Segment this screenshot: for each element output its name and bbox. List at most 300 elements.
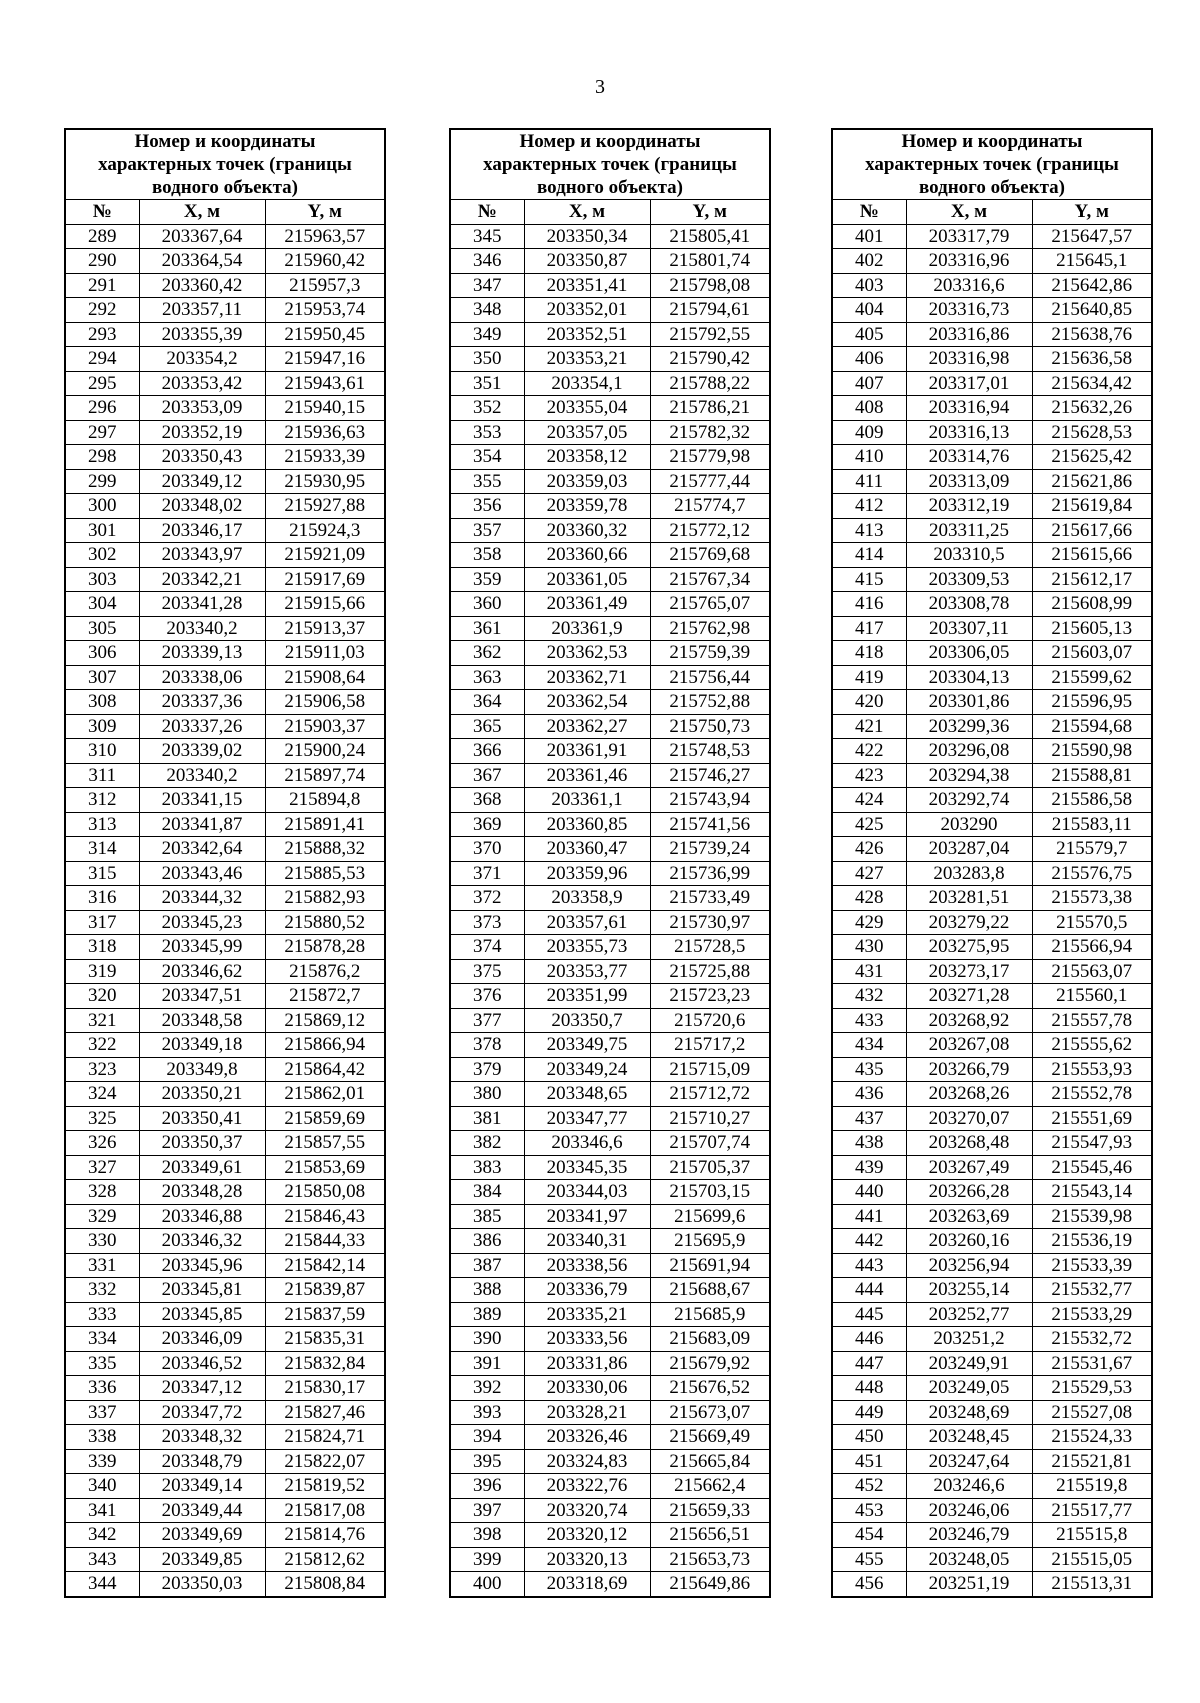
cell-x: 203360,66 (524, 543, 650, 568)
cell-y: 215533,39 (1032, 1253, 1152, 1278)
cell-y: 215930,95 (265, 469, 385, 494)
cell-number: 432 (832, 984, 906, 1009)
table-row (65, 1180, 385, 1205)
cell-y: 215756,44 (650, 665, 770, 690)
cell-x: 203246,79 (906, 1523, 1032, 1548)
table-row (450, 1327, 770, 1352)
cell-number: 385 (450, 1204, 524, 1229)
cell-number: 454 (832, 1523, 906, 1548)
cell-number: 315 (65, 861, 139, 886)
cell-x: 203340,31 (524, 1229, 650, 1254)
table-row (832, 1131, 1152, 1156)
cell-y: 215603,07 (1032, 641, 1152, 666)
cell-y: 215782,32 (650, 420, 770, 445)
cell-x: 203336,79 (524, 1278, 650, 1303)
cell-x: 203357,05 (524, 420, 650, 445)
cell-x: 203304,13 (906, 665, 1032, 690)
cell-x: 203349,75 (524, 1033, 650, 1058)
cell-number: 448 (832, 1376, 906, 1401)
cell-y: 215636,58 (1032, 347, 1152, 372)
cell-x: 203296,08 (906, 739, 1032, 764)
cell-number: 329 (65, 1204, 139, 1229)
cell-number: 439 (832, 1155, 906, 1180)
cell-number: 390 (450, 1327, 524, 1352)
cell-number: 398 (450, 1523, 524, 1548)
cell-number: 303 (65, 567, 139, 592)
table-row (65, 1351, 385, 1376)
cell-x: 203359,78 (524, 494, 650, 519)
table-row (65, 371, 385, 396)
cell-x: 203252,77 (906, 1302, 1032, 1327)
table-row (65, 788, 385, 813)
cell-y: 215814,76 (265, 1523, 385, 1548)
cell-number: 355 (450, 469, 524, 494)
cell-number: 437 (832, 1106, 906, 1131)
table-row (450, 224, 770, 249)
cell-x: 203301,86 (906, 690, 1032, 715)
cell-number: 314 (65, 837, 139, 862)
table-row (832, 1302, 1152, 1327)
cell-number: 433 (832, 1008, 906, 1033)
table-row (65, 1131, 385, 1156)
caption-line: водного объекта) (152, 177, 298, 198)
cell-y: 215570,5 (1032, 910, 1152, 935)
table-row (832, 1547, 1152, 1572)
cell-x: 203251,19 (906, 1572, 1032, 1597)
cell-x: 203361,1 (524, 788, 650, 813)
table-row (450, 1057, 770, 1082)
cell-number: 384 (450, 1180, 524, 1205)
cell-number: 293 (65, 322, 139, 347)
cell-y: 215725,88 (650, 959, 770, 984)
cell-x: 203361,46 (524, 763, 650, 788)
cell-x: 203339,13 (139, 641, 265, 666)
cell-x: 203339,02 (139, 739, 265, 764)
cell-y: 215936,63 (265, 420, 385, 445)
cell-x: 203355,73 (524, 935, 650, 960)
cell-number: 364 (450, 690, 524, 715)
cell-y: 215842,14 (265, 1253, 385, 1278)
table-row (450, 1082, 770, 1107)
table-row (450, 641, 770, 666)
table-row (65, 1204, 385, 1229)
cell-x: 203338,56 (524, 1253, 650, 1278)
cell-number: 356 (450, 494, 524, 519)
cell-x: 203347,12 (139, 1376, 265, 1401)
cell-y: 215515,05 (1032, 1547, 1152, 1572)
cell-y: 215772,12 (650, 518, 770, 543)
table-row (832, 714, 1152, 739)
cell-number: 319 (65, 959, 139, 984)
table-row (450, 420, 770, 445)
cell-x: 203260,16 (906, 1229, 1032, 1254)
cell-x: 203333,56 (524, 1327, 650, 1352)
table-row (65, 714, 385, 739)
cell-y: 215897,74 (265, 763, 385, 788)
cell-number: 347 (450, 273, 524, 298)
table-row (832, 1572, 1152, 1597)
cell-x: 203345,96 (139, 1253, 265, 1278)
cell-y: 215774,7 (650, 494, 770, 519)
cell-y: 215878,28 (265, 935, 385, 960)
cell-x: 203316,94 (906, 396, 1032, 421)
cell-y: 215573,38 (1032, 886, 1152, 911)
cell-number: 411 (832, 469, 906, 494)
cell-x: 203347,51 (139, 984, 265, 1009)
cell-x: 203337,36 (139, 690, 265, 715)
cell-y: 215532,72 (1032, 1327, 1152, 1352)
cell-x: 203346,88 (139, 1204, 265, 1229)
cell-number: 289 (65, 224, 139, 249)
cell-x: 203313,09 (906, 469, 1032, 494)
cell-y: 215579,7 (1032, 837, 1152, 862)
cell-y: 215728,5 (650, 935, 770, 960)
cell-number: 394 (450, 1425, 524, 1450)
cell-number: 304 (65, 592, 139, 617)
cell-x: 203346,62 (139, 959, 265, 984)
cell-y: 215705,37 (650, 1155, 770, 1180)
cell-number: 298 (65, 445, 139, 470)
cell-number: 359 (450, 567, 524, 592)
cell-y: 215933,39 (265, 445, 385, 470)
cell-number: 415 (832, 567, 906, 592)
cell-y: 215653,73 (650, 1547, 770, 1572)
table-row (450, 886, 770, 911)
cell-y: 215524,33 (1032, 1425, 1152, 1450)
cell-y: 215846,43 (265, 1204, 385, 1229)
table-row (450, 788, 770, 813)
cell-number: 331 (65, 1253, 139, 1278)
cell-number: 340 (65, 1474, 139, 1499)
cell-number: 380 (450, 1082, 524, 1107)
table-row (450, 1302, 770, 1327)
cell-y: 215712,72 (650, 1082, 770, 1107)
cell-x: 203283,8 (906, 861, 1032, 886)
table-row (450, 1572, 770, 1597)
cell-number: 338 (65, 1425, 139, 1450)
table-row (832, 273, 1152, 298)
cell-x: 203343,97 (139, 543, 265, 568)
cell-y: 215953,74 (265, 298, 385, 323)
table-row (832, 1498, 1152, 1523)
cell-x: 203255,14 (906, 1278, 1032, 1303)
table-body (65, 224, 385, 1597)
cell-number: 365 (450, 714, 524, 739)
cell-y: 215552,78 (1032, 1082, 1152, 1107)
table-row (832, 445, 1152, 470)
cell-y: 215752,88 (650, 690, 770, 715)
cell-number: 308 (65, 690, 139, 715)
cell-number: 310 (65, 739, 139, 764)
cell-number: 404 (832, 298, 906, 323)
cell-y: 215557,78 (1032, 1008, 1152, 1033)
cell-number: 444 (832, 1278, 906, 1303)
cell-y: 215908,64 (265, 665, 385, 690)
cell-x: 203330,06 (524, 1376, 650, 1401)
cell-number: 320 (65, 984, 139, 1009)
cell-y: 215741,56 (650, 812, 770, 837)
cell-number: 354 (450, 445, 524, 470)
cell-y: 215717,2 (650, 1033, 770, 1058)
cell-number: 452 (832, 1474, 906, 1499)
cell-number: 446 (832, 1327, 906, 1352)
table-row (65, 837, 385, 862)
cell-number: 348 (450, 298, 524, 323)
table-row (450, 469, 770, 494)
cell-number: 455 (832, 1547, 906, 1572)
cell-x: 203347,72 (139, 1400, 265, 1425)
header-x: X, м (906, 200, 1032, 225)
table-row (65, 984, 385, 1009)
cell-x: 203256,94 (906, 1253, 1032, 1278)
cell-y: 215590,98 (1032, 739, 1152, 764)
cell-number: 345 (450, 224, 524, 249)
cell-number: 427 (832, 861, 906, 886)
cell-y: 215566,94 (1032, 935, 1152, 960)
cell-x: 203263,69 (906, 1204, 1032, 1229)
table-row (832, 567, 1152, 592)
table-row (65, 1474, 385, 1499)
table-row (832, 1449, 1152, 1474)
cell-x: 203361,49 (524, 592, 650, 617)
cell-x: 203349,24 (524, 1057, 650, 1082)
cell-x: 203322,76 (524, 1474, 650, 1499)
cell-y: 215519,8 (1032, 1474, 1152, 1499)
cell-x: 203270,07 (906, 1106, 1032, 1131)
table-row (450, 273, 770, 298)
cell-x: 203338,06 (139, 665, 265, 690)
table-row (65, 763, 385, 788)
cell-x: 203248,69 (906, 1400, 1032, 1425)
cell-y: 215765,07 (650, 592, 770, 617)
cell-number: 342 (65, 1523, 139, 1548)
cell-number: 381 (450, 1106, 524, 1131)
caption-line: Номер и координаты (519, 131, 701, 152)
cell-y: 215913,37 (265, 616, 385, 641)
cell-y: 215839,87 (265, 1278, 385, 1303)
table-row (832, 1327, 1152, 1352)
cell-number: 400 (450, 1572, 524, 1597)
cell-number: 290 (65, 249, 139, 274)
cell-number: 313 (65, 812, 139, 837)
cell-number: 436 (832, 1082, 906, 1107)
cell-y: 215844,33 (265, 1229, 385, 1254)
cell-x: 203361,9 (524, 616, 650, 641)
cell-y: 215608,99 (1032, 592, 1152, 617)
cell-x: 203249,91 (906, 1351, 1032, 1376)
cell-y: 215669,49 (650, 1425, 770, 1450)
cell-x: 203281,51 (906, 886, 1032, 911)
cell-y: 215786,21 (650, 396, 770, 421)
table-row (450, 690, 770, 715)
cell-y: 215790,42 (650, 347, 770, 372)
table-row (450, 812, 770, 837)
cell-number: 423 (832, 763, 906, 788)
table-row (450, 1229, 770, 1254)
cell-number: 435 (832, 1057, 906, 1082)
cell-x: 203350,87 (524, 249, 650, 274)
cell-number: 343 (65, 1547, 139, 1572)
cell-y: 215819,52 (265, 1474, 385, 1499)
caption-line: Номер и координаты (901, 131, 1083, 152)
table-row (832, 1425, 1152, 1450)
cell-y: 215628,53 (1032, 420, 1152, 445)
table-row (65, 1278, 385, 1303)
cell-y: 215817,08 (265, 1498, 385, 1523)
cell-number: 300 (65, 494, 139, 519)
cell-y: 215940,15 (265, 396, 385, 421)
cell-number: 419 (832, 665, 906, 690)
cell-x: 203344,32 (139, 886, 265, 911)
cell-number: 449 (832, 1400, 906, 1425)
table-row (832, 1106, 1152, 1131)
coordinates-table-1 (64, 128, 386, 1598)
table-row (65, 592, 385, 617)
cell-x: 203357,11 (139, 298, 265, 323)
cell-y: 215960,42 (265, 249, 385, 274)
cell-y: 215599,62 (1032, 665, 1152, 690)
cell-number: 299 (65, 469, 139, 494)
cell-y: 215586,58 (1032, 788, 1152, 813)
cell-number: 322 (65, 1033, 139, 1058)
cell-x: 203268,26 (906, 1082, 1032, 1107)
cell-x: 203348,65 (524, 1082, 650, 1107)
cell-x: 203355,04 (524, 396, 650, 421)
table-row (832, 592, 1152, 617)
cell-number: 430 (832, 935, 906, 960)
cell-x: 203349,61 (139, 1155, 265, 1180)
cell-y: 215596,95 (1032, 690, 1152, 715)
cell-number: 325 (65, 1106, 139, 1131)
table-row (450, 567, 770, 592)
cell-x: 203353,21 (524, 347, 650, 372)
table-row (65, 445, 385, 470)
cell-y: 215837,59 (265, 1302, 385, 1327)
cell-x: 203354,1 (524, 371, 650, 396)
table-row (832, 249, 1152, 274)
cell-number: 337 (65, 1400, 139, 1425)
table-row (450, 1474, 770, 1499)
cell-number: 375 (450, 959, 524, 984)
table-row (832, 812, 1152, 837)
cell-number: 358 (450, 543, 524, 568)
cell-x: 203312,19 (906, 494, 1032, 519)
table-row (832, 1155, 1152, 1180)
table-row (65, 861, 385, 886)
table-row (450, 494, 770, 519)
table-row (450, 298, 770, 323)
cell-y: 215748,53 (650, 739, 770, 764)
cell-x: 203316,73 (906, 298, 1032, 323)
table-row (832, 959, 1152, 984)
table-row (65, 935, 385, 960)
cell-y: 215679,92 (650, 1351, 770, 1376)
table-row (65, 641, 385, 666)
cell-y: 215824,71 (265, 1425, 385, 1450)
cell-number: 451 (832, 1449, 906, 1474)
table-row (832, 1204, 1152, 1229)
cell-number: 297 (65, 420, 139, 445)
table-row (832, 1474, 1152, 1499)
table-row (450, 1278, 770, 1303)
cell-number: 453 (832, 1498, 906, 1523)
cell-y: 215788,22 (650, 371, 770, 396)
cell-y: 215950,45 (265, 322, 385, 347)
cell-y: 215715,09 (650, 1057, 770, 1082)
cell-number: 291 (65, 273, 139, 298)
table-row (832, 1523, 1152, 1548)
cell-number: 296 (65, 396, 139, 421)
cell-y: 215911,03 (265, 641, 385, 666)
cell-y: 215688,67 (650, 1278, 770, 1303)
cell-x: 203350,41 (139, 1106, 265, 1131)
cell-number: 373 (450, 910, 524, 935)
cell-x: 203351,99 (524, 984, 650, 1009)
cell-y: 215659,33 (650, 1498, 770, 1523)
cell-y: 215767,34 (650, 567, 770, 592)
table-row (450, 249, 770, 274)
cell-number: 335 (65, 1351, 139, 1376)
table-row (832, 469, 1152, 494)
cell-y: 215515,8 (1032, 1523, 1152, 1548)
cell-y: 215638,76 (1032, 322, 1152, 347)
cell-x: 203344,03 (524, 1180, 650, 1205)
cell-y: 215547,93 (1032, 1131, 1152, 1156)
cell-x: 203359,96 (524, 861, 650, 886)
table-row (832, 322, 1152, 347)
cell-x: 203341,97 (524, 1204, 650, 1229)
cell-number: 401 (832, 224, 906, 249)
cell-number: 312 (65, 788, 139, 813)
cell-x: 203309,53 (906, 567, 1032, 592)
cell-number: 302 (65, 543, 139, 568)
table-row (65, 690, 385, 715)
cell-x: 203346,17 (139, 518, 265, 543)
cell-x: 203353,42 (139, 371, 265, 396)
cell-y: 215736,99 (650, 861, 770, 886)
table-row (450, 1376, 770, 1401)
table-row (832, 984, 1152, 1009)
cell-x: 203316,96 (906, 249, 1032, 274)
table-row (832, 347, 1152, 372)
caption-line: водного объекта) (919, 177, 1065, 198)
table-row (832, 1351, 1152, 1376)
cell-x: 203355,39 (139, 322, 265, 347)
table-row (450, 1106, 770, 1131)
cell-x: 203348,32 (139, 1425, 265, 1450)
cell-y: 215543,14 (1032, 1180, 1152, 1205)
table-row (450, 1033, 770, 1058)
table-row (832, 886, 1152, 911)
cell-y: 215733,49 (650, 886, 770, 911)
cell-y: 215536,19 (1032, 1229, 1152, 1254)
cell-x: 203348,79 (139, 1449, 265, 1474)
table-row (65, 273, 385, 298)
cell-y: 215563,07 (1032, 959, 1152, 984)
cell-number: 336 (65, 1376, 139, 1401)
cell-number: 318 (65, 935, 139, 960)
cell-y: 215673,07 (650, 1400, 770, 1425)
table-row (65, 1229, 385, 1254)
cell-x: 203331,86 (524, 1351, 650, 1376)
cell-number: 328 (65, 1180, 139, 1205)
cell-number: 372 (450, 886, 524, 911)
cell-x: 203349,14 (139, 1474, 265, 1499)
table-row (450, 1547, 770, 1572)
table-row (65, 1253, 385, 1278)
cell-y: 215656,51 (650, 1523, 770, 1548)
cell-number: 416 (832, 592, 906, 617)
